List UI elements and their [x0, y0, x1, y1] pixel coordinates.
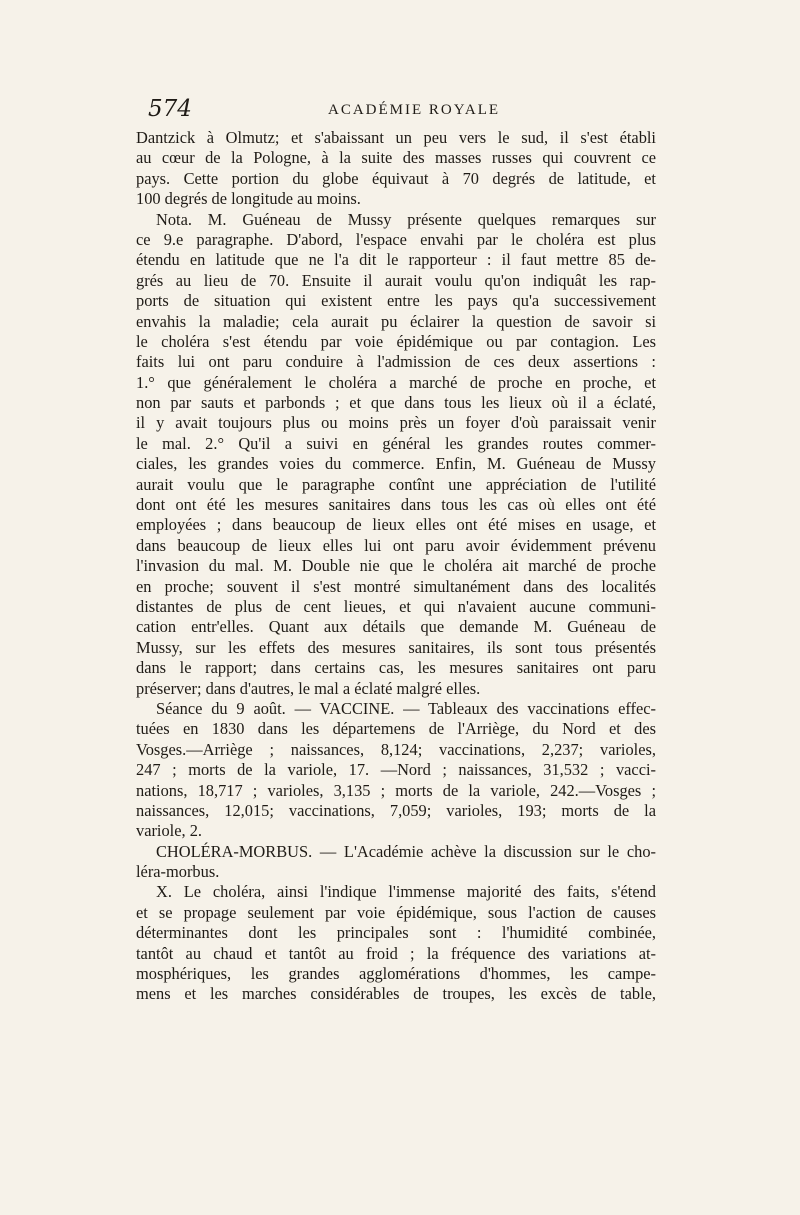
- text-line: pays. Cette portion du globe équivaut à 70 degrés de latitude, et: [136, 168, 656, 188]
- body-text: [136, 128, 656, 1005]
- text-line: en proche; souvent il s'est montré simultanément dans des localités: [136, 576, 656, 596]
- text-line: 247 ; morts de la variole, 17. —Nord ; naissances, 31,532 ; vacci-: [136, 760, 656, 780]
- text-line: étendu en latitude que ne l'a dit le rapporteur : il faut mettre 85 de-: [136, 250, 656, 270]
- text-line: nations, 18,717 ; varioles, 3,135 ; morts de la variole, 242.—Vosges ;: [136, 780, 656, 800]
- text-line: léra-morbus.: [136, 862, 220, 882]
- text-line: ce 9.e paragraphe. D'abord, l'espace envahi par le choléra est plus: [136, 229, 656, 249]
- text-line: grés au lieu de 70. Ensuite il aurait voulu qu'on indiquât les rap-: [136, 270, 656, 290]
- text-line: faits lui ont paru conduire à l'admission de ces deux assertions :: [136, 352, 656, 372]
- text-line: Dantzick à Olmutz; et s'abaissant un peu vers le sud, il s'est établi: [136, 128, 656, 147]
- text-line: déterminantes dont les principales sont : l'humidité combinée,: [136, 923, 656, 943]
- text-line: CHOLÉRA-MORBUS. — L'Académie achève la discussion sur le cho-: [156, 841, 656, 861]
- text-line: tantôt au chaud et tantôt au froid ; la fréquence des variations at-: [136, 943, 656, 963]
- text-line: employées ; dans beaucoup de lieux elles ont été mises en usage, et: [136, 515, 656, 535]
- text-line: et se propage seulement par voie épidémique, sous l'action de causes: [136, 902, 656, 922]
- text-line: X. Le choléra, ainsi l'indique l'immense majorité des faits, s'étend: [156, 882, 656, 902]
- text-line: dans beaucoup de lieux elles lui ont paru avoir évidemment prévenu: [136, 535, 656, 555]
- text-line: Séance du 9 août. — VACCINE. — Tableaux des vaccinations effec-: [156, 698, 656, 718]
- text-line: Nota. M. Guéneau de Mussy présente quelques remarques sur: [156, 209, 656, 229]
- text-line: mosphériques, les grandes agglomérations d'hommes, les campe-: [136, 964, 656, 984]
- text-line: dans le rapport; dans certains cas, les mesures sanitaires ont paru: [136, 658, 656, 678]
- text-line: 100 degrés de longitude au moins.: [136, 189, 361, 209]
- text-line: non par sauts et parbonds ; et que dans tous les lieux où il a éclaté,: [136, 393, 656, 413]
- text-line: distantes de plus de cent lieues, et qui n'avaient aucune communi-: [136, 596, 656, 616]
- text-line: Vosges.—Arriège ; naissances, 8,124; vaccinations, 2,237; varioles,: [136, 739, 656, 759]
- text-line: le mal. 2.° Qu'il a suivi en général les grandes routes commer-: [136, 433, 656, 453]
- text-line: aurait voulu que le paragraphe contînt une appréciation de l'utilité: [136, 474, 656, 494]
- text-line: ports de situation qui existent entre les pays qu'a successivement: [136, 291, 656, 311]
- text-line: cation entr'elles. Quant aux détails que demande M. Guéneau de: [136, 617, 656, 637]
- page-number: 574: [148, 96, 192, 122]
- text-line: 1.° que généralement le choléra a marché de proche en proche, et: [136, 372, 656, 392]
- text-line: préserver; dans d'autres, le mal a éclaté malgré elles.: [136, 678, 481, 698]
- text-line: tuées en 1830 dans les départemens de l'Arriège, du Nord et des: [136, 719, 656, 739]
- text-line: ciales, les grandes voies du commerce. Enfin, M. Guéneau de Mussy: [136, 454, 656, 474]
- text-line: naissances, 12,015; vaccinations, 7,059; varioles, 193; morts de la: [136, 800, 656, 820]
- text-line: le choléra s'est étendu par voie épidémique ou par contagion. Les: [136, 331, 656, 351]
- text-line: envahis la maladie; cela aurait pu éclairer la question de savoir si: [136, 311, 656, 331]
- running-title: ACADÉMIE ROYALE: [328, 102, 501, 118]
- text-line: variole, 2.: [136, 821, 202, 841]
- text-line: il y avait toujours plus ou moins près un foyer d'où paraissait venir: [136, 413, 656, 433]
- text-line: l'invasion du mal. M. Double nie que le choléra ait marché de proche: [136, 556, 656, 576]
- text-line: au cœur de la Pologne, à la suite des masses russes qui couvrent ce: [136, 148, 656, 168]
- text-line: mens et les marches considérables de troupes, les excès de table,: [136, 984, 656, 1004]
- page-header: [148, 96, 668, 126]
- text-line: dont ont été les mesures sanitaires dans tous les cas où elles ont été: [136, 495, 656, 515]
- text-line: Mussy, sur les effets des mesures sanitaires, ils sont tous présentés: [136, 637, 656, 657]
